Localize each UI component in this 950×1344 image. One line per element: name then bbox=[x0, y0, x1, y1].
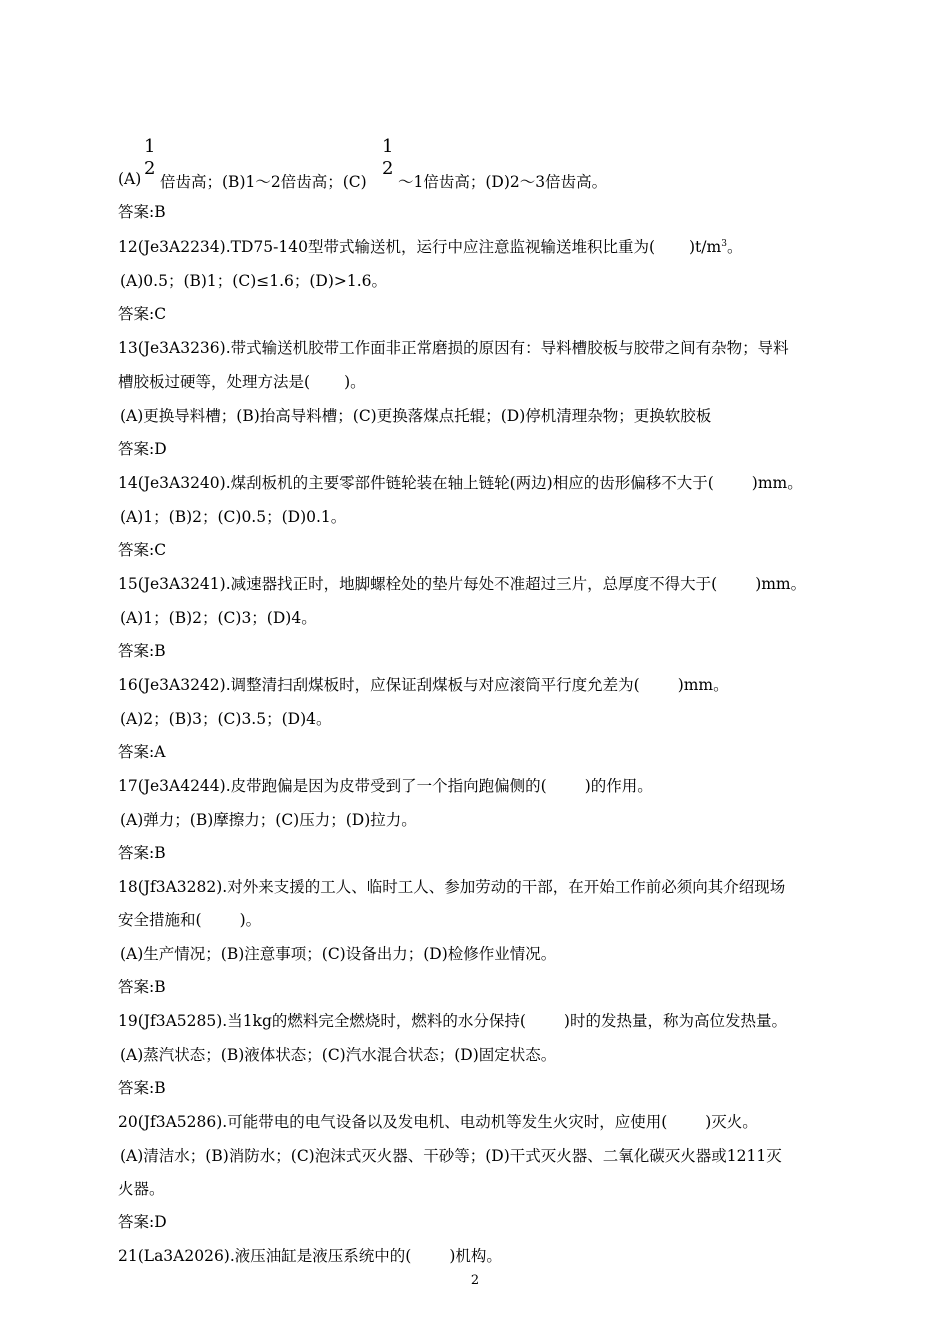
q12-options: (A)0.5；(B)1；(C)≤1.6；(D)>1.6。 bbox=[120, 272, 388, 290]
q17-stem: 17(Je3A4244).皮带跑偏是因为皮带受到了一个指向跑偏侧的( )的作用。 bbox=[118, 777, 653, 795]
q15-stem: 15(Je3A3241).减速器找正时，地脚螺栓处的垫片每处不准超过三片，总厚度不得大于( )mm。 bbox=[118, 575, 807, 593]
q11-option-a-suffix: 倍齿高；(B)1～2倍齿高；(C) bbox=[160, 173, 367, 191]
q11-option-c-suffix: ～1倍齿高；(D)2～3倍齿高。 bbox=[398, 173, 608, 191]
q13-stem-line2: 槽胶板过硬等，处理方法是( )。 bbox=[118, 373, 366, 391]
q21-stem: 21(La3A2026).液压油缸是液压系统中的( )机构。 bbox=[118, 1247, 502, 1265]
q18-stem-line2: 安全措施和( )。 bbox=[118, 911, 262, 929]
q13-options: (A)更换导料槽；(B)抬高导料槽；(C)更换落煤点托辊；(D)停机清理杂物；更换软胶板 bbox=[120, 407, 712, 425]
fraction-one-half: 1 2 bbox=[144, 136, 156, 179]
q16-stem: 16(Je3A3242).调整清扫刮煤板时，应保证刮煤板与对应滚筒平行度允差为( )mm。 bbox=[118, 676, 729, 694]
q19-stem: 19(Jf3A5285).当1kg的燃料完全燃烧时，燃料的水分保持( )时的发热量，称为高位发热量。 bbox=[118, 1012, 787, 1030]
q16-answer: 答案:A bbox=[118, 743, 166, 761]
q20-options-line1: (A)清洁水；(B)消防水；(C)泡沫式灭火器、干砂等；(D)干式灭火器、二氧化碳灭火器或1211灭 bbox=[120, 1147, 782, 1165]
q12-stem: 12(Je3A2234).TD75-140型带式输送机，运行中应注意监视输送堆积比重为( )$t/m^3$。 bbox=[118, 238, 743, 256]
q11-answer: 答案:B bbox=[118, 203, 166, 221]
q18-stem-line1: 18(Jf3A3282).对外来支援的工人、临时工人、参加劳动的干部，在开始工作前必须向其介绍现场 bbox=[118, 878, 786, 896]
q11-option-a-prefix: (A) bbox=[118, 170, 142, 188]
fraction-one-half: 1 2 bbox=[382, 136, 394, 179]
q20-options-line2: 火器。 bbox=[118, 1180, 165, 1198]
q20-stem: 20(Jf3A5286).可能带电的电气设备以及发电机、电动机等发生火灾时，应使用( )灭火。 bbox=[118, 1113, 758, 1131]
q15-options: (A)1；(B)2；(C)3；(D)4。 bbox=[120, 609, 317, 627]
q15-answer: 答案:B bbox=[118, 642, 166, 660]
q17-options: (A)弹力；(B)摩擦力；(C)压力；(D)拉力。 bbox=[120, 811, 417, 829]
q12-answer: 答案:C bbox=[118, 305, 167, 323]
q19-answer: 答案:B bbox=[118, 1079, 166, 1097]
q18-answer: 答案:B bbox=[118, 978, 166, 996]
q13-stem-line1: 13(Je3A3236).带式输送机胶带工作面非正常磨损的原因有：导料槽胶板与胶带之间有杂物；导料 bbox=[118, 339, 789, 357]
q20-answer: 答案:D bbox=[118, 1213, 167, 1231]
q11-options bbox=[118, 136, 838, 196]
q14-options: (A)1；(B)2；(C)0.5；(D)0.1。 bbox=[120, 508, 347, 526]
q14-stem: 14(Je3A3240).煤刮板机的主要零部件链轮装在轴上链轮(两边)相应的齿形偏移不大于( )mm。 bbox=[118, 474, 803, 492]
page-number: 2 bbox=[470, 1273, 480, 1288]
q18-options: (A)生产情况；(B)注意事项；(C)设备出力；(D)检修作业情况。 bbox=[120, 945, 557, 963]
q17-answer: 答案:B bbox=[118, 844, 166, 862]
q19-options: (A)蒸汽状态；(B)液体状态；(C)汽水混合状态；(D)固定状态。 bbox=[120, 1046, 557, 1064]
q16-options: (A)2；(B)3；(C)3.5；(D)4。 bbox=[120, 710, 332, 728]
q14-answer: 答案:C bbox=[118, 541, 167, 559]
q13-answer: 答案:D bbox=[118, 440, 167, 458]
